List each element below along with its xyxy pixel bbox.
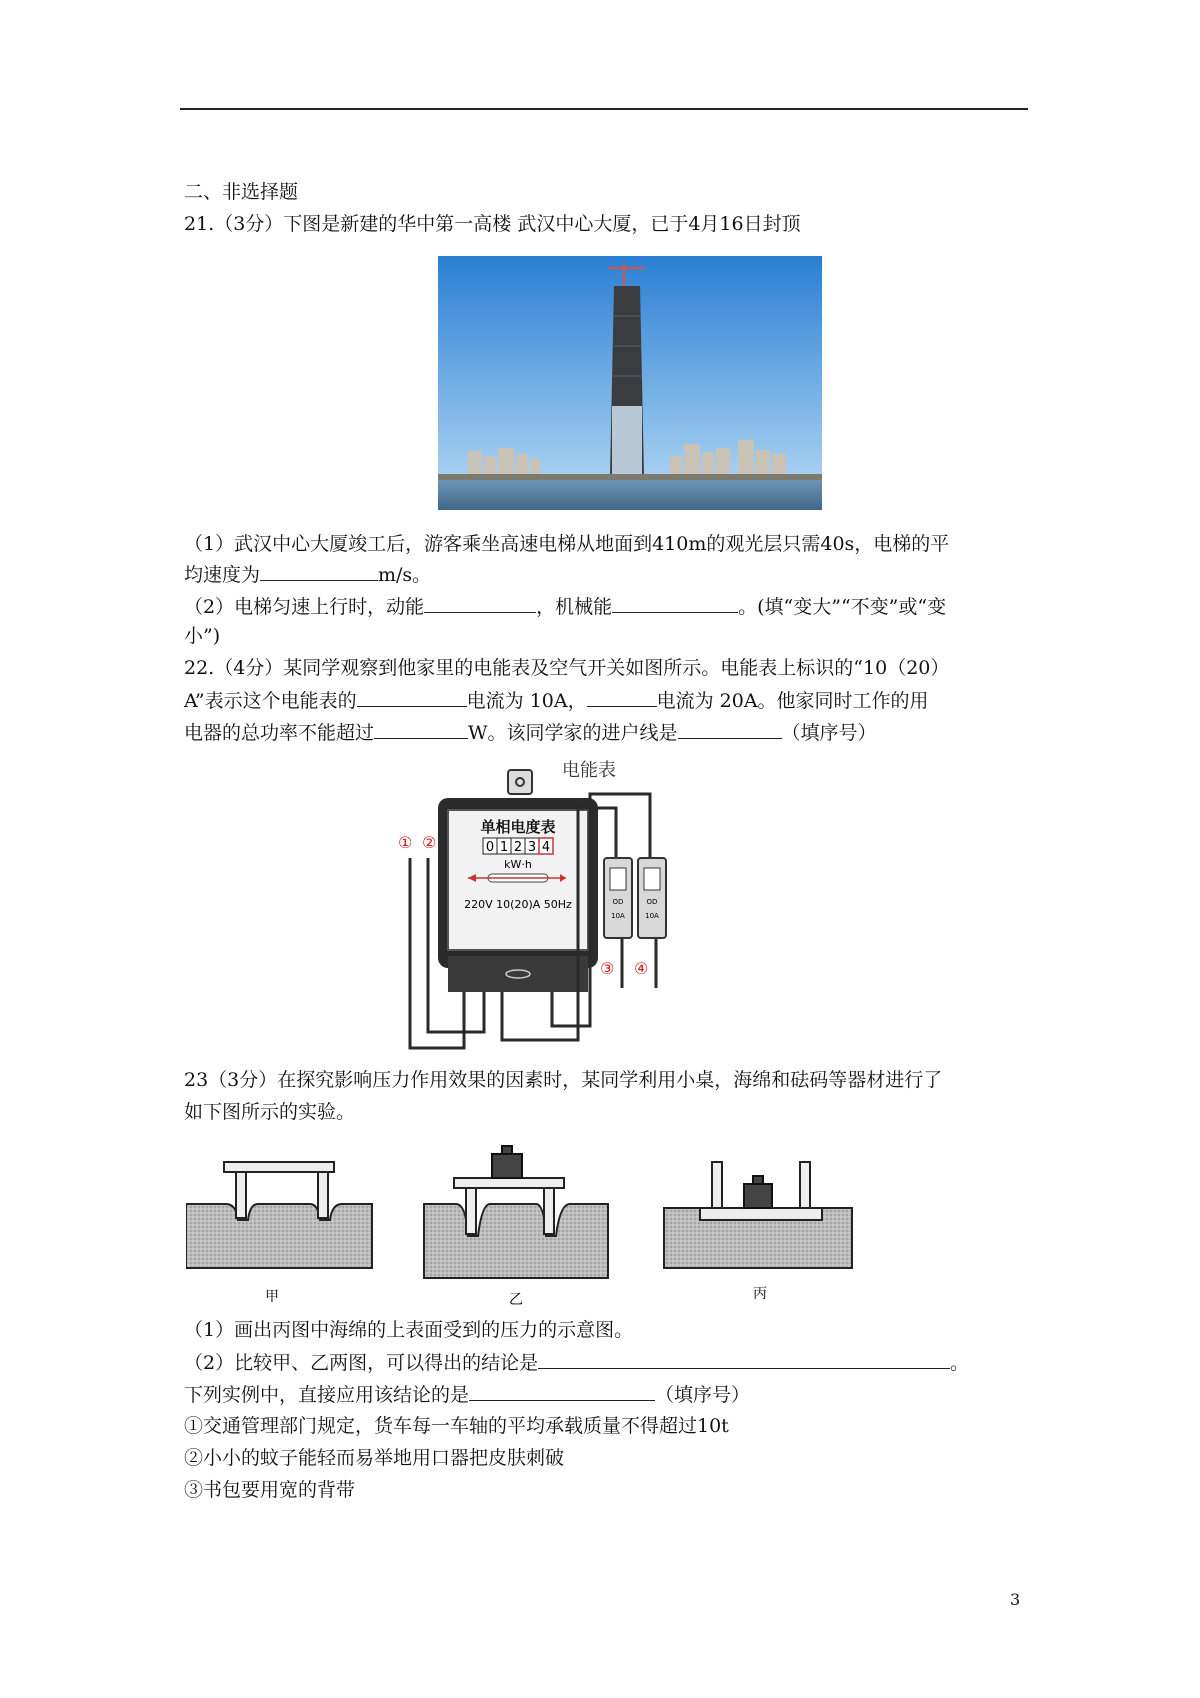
q21-part2-prefix: （2）电梯匀速上行时，动能 <box>184 596 425 618</box>
q22-power-blank[interactable] <box>374 720 468 739</box>
q21-stem: 21.（3分）下图是新建的华中第一高楼 武汉中心大厦，已于4月16日封顶 <box>184 213 801 235</box>
wire-label-2: ② <box>422 833 437 852</box>
q23-part3-suffix: （填序号） <box>655 1384 751 1406</box>
q21-part2-line1 <box>184 594 946 619</box>
q21-part1-prefix: 均速度为 <box>184 564 261 586</box>
q21-part1-line1: （1）武汉中心大厦竣工后，游客乘坐高速电梯从地面到410m的观光层只需40s，电梯的平 <box>184 533 950 555</box>
q21-part2-hint: 。(填“变大”“不变”或“变 <box>738 596 947 618</box>
q22-line1: 22.（4分）某同学观察到他家里的电能表及空气开关如图所示。电能表上标识的“10（20） <box>184 657 950 679</box>
q21-part1-unit: m/s。 <box>378 564 432 586</box>
q22-line2-mid: 电流为 10A， <box>466 690 587 712</box>
page-number: 3 <box>1010 1590 1021 1609</box>
meter-spec: 220V 10(20)A 50Hz <box>464 898 572 911</box>
meter-digits <box>483 838 553 855</box>
pressure-experiment-figure <box>186 1138 856 1308</box>
section-title: 二、非选择题 <box>184 181 299 203</box>
q22-line3-mid: W。该同学家的进户线是 <box>468 722 678 744</box>
wire-label-4: ④ <box>634 959 649 978</box>
q23-option-3: ③书包要用宽的背带 <box>184 1479 356 1501</box>
wire-label-1: ① <box>398 833 413 852</box>
q22-line2-suffix: 电流为 20A。他家同时工作的用 <box>656 690 929 712</box>
q23-part2-suffix: 。 <box>950 1352 970 1374</box>
q23-line1: 23（3分）在探究影响压力作用效果的因素时，某同学利用小桌，海绵和砝码等器材进行了 <box>184 1069 943 1091</box>
header-rule <box>180 108 1028 110</box>
q22-line3 <box>184 720 877 745</box>
meter-digit-0: 0 <box>485 840 495 855</box>
q23-option-2: ②小小的蚊子能轻而易举地用口器把皮肤刺破 <box>184 1447 565 1469</box>
q23-part3-prefix: 下列实例中，直接应用该结论的是 <box>184 1384 470 1406</box>
breaker-left-rating: 10A <box>611 912 625 920</box>
meter-caption: 电能表 <box>562 760 616 781</box>
q23-part1: （1）画出丙图中海绵的上表面受到的压力的示意图。 <box>184 1319 634 1341</box>
q23-part2-prefix: （2）比较甲、乙两图，可以得出的结论是 <box>184 1352 539 1374</box>
figure-bing <box>664 1162 852 1268</box>
q23-option-1: ①交通管理部门规定，货车每一车轴的平均承载质量不得超过10t <box>184 1415 729 1437</box>
q21-mechanical-blank[interactable] <box>612 594 738 613</box>
wuhan-center-photo <box>438 256 822 510</box>
figure-label-bing: 丙 <box>753 1286 767 1302</box>
q21-part2-mid: ，机械能 <box>536 596 613 618</box>
q21-speed-blank[interactable] <box>260 562 378 581</box>
q23-part3 <box>184 1382 750 1407</box>
q23-example-blank[interactable] <box>469 1382 655 1401</box>
q22-line2 <box>184 688 929 713</box>
breaker-right-rating: 10A <box>645 912 659 920</box>
q23-conclusion-blank[interactable] <box>538 1350 950 1369</box>
meter-digit-3: 3 <box>527 840 537 855</box>
q22-rated-current-blank[interactable] <box>357 688 467 707</box>
q22-line2-prefix: A”表示这个电能表的 <box>184 690 357 712</box>
figure-label-jia: 甲 <box>265 1289 279 1305</box>
q21-part1-line2 <box>184 562 431 587</box>
q22-incoming-line-blank[interactable] <box>678 720 782 739</box>
meter-digit-2: 2 <box>513 840 523 855</box>
meter-digit-1: 1 <box>499 840 509 855</box>
meter-digit-4: 4 <box>541 840 551 855</box>
breaker-right <box>638 858 666 938</box>
q22-max-current-blank[interactable] <box>587 688 657 707</box>
q22-line3-prefix: 电器的总功率不能超过 <box>184 722 375 744</box>
q22-line3-suffix: （填序号） <box>781 722 877 744</box>
figure-label-yi: 乙 <box>509 1292 523 1308</box>
figure-yi <box>424 1146 608 1278</box>
meter-unit: kW·h <box>504 858 532 871</box>
q23-line2: 如下图所示的实验。 <box>184 1101 356 1123</box>
electric-meter-diagram <box>390 758 740 1050</box>
q21-part2-line2: 小”) <box>184 625 221 647</box>
q23-part2 <box>184 1350 969 1375</box>
meter-name: 单相电度表 <box>480 818 556 836</box>
figure-jia <box>186 1162 372 1268</box>
breaker-left-mark: OD <box>612 898 624 906</box>
breaker-left <box>604 858 632 938</box>
wire-label-3: ③ <box>600 959 615 978</box>
q21-kinetic-blank[interactable] <box>424 594 536 613</box>
breaker-right-mark: OD <box>646 898 658 906</box>
